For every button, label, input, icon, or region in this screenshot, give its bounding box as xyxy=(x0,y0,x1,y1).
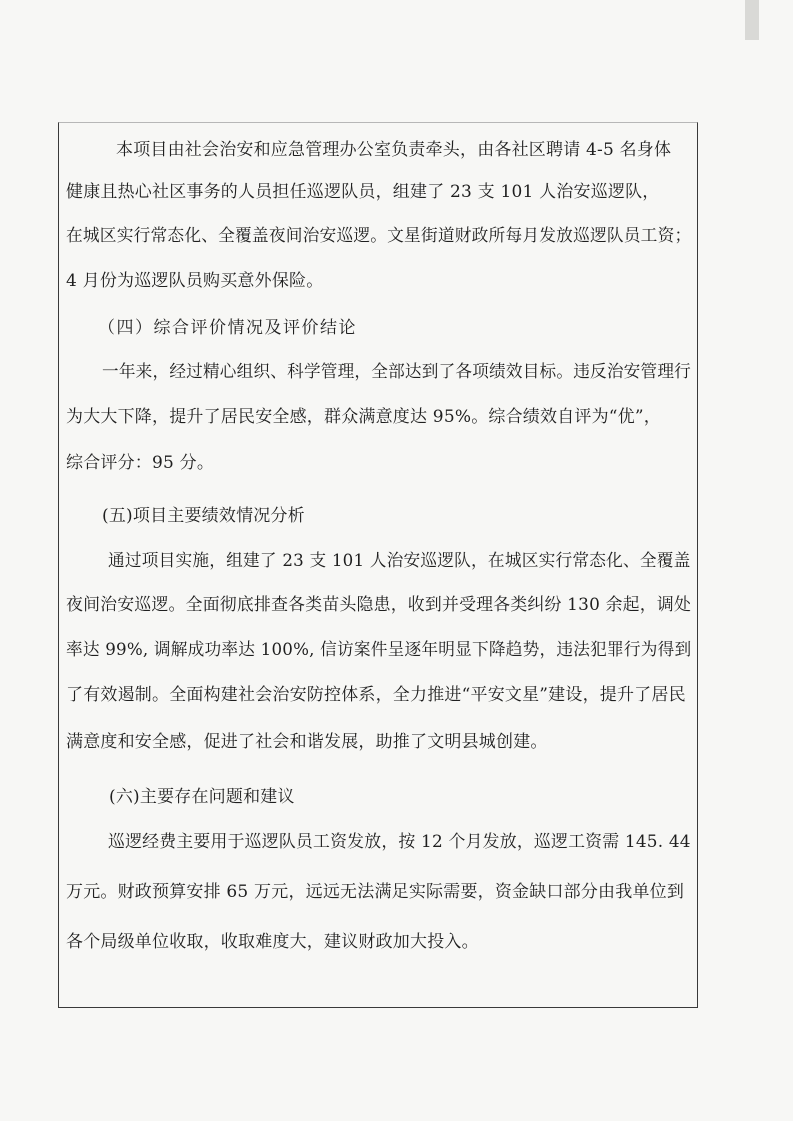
section-heading-6: (六)主要存在问题和建议 xyxy=(109,787,295,807)
section-heading-4: （四）综合评价情况及评价结论 xyxy=(98,318,357,338)
paragraph-line-3: 在城区实行常态化、全覆盖夜间治安巡逻。文星街道财政所每月发放巡逻队员工资； xyxy=(66,226,692,246)
paragraph-line-5: 一年来，经过精心组织、科学管理，全部达到了各项绩效目标。违反治安管理行 xyxy=(102,362,691,382)
paragraph-line-15: 各个局级单位收取，收取难度大，建议财政加大投入。 xyxy=(66,932,479,952)
section-heading-5: (五)项目主要绩效情况分析 xyxy=(102,506,305,526)
paragraph-line-13: 巡逻经费主要用于巡逻队员工资发放，按 12 个月发放，巡逻工资需 145. 44 xyxy=(108,832,691,852)
paragraph-line-2: 健康且热心社区事务的人员担任巡逻队员，组建了 23 支 101 人治安巡逻队， xyxy=(66,182,660,202)
paragraph-line-14: 万元。财政预算安排 65 万元，远远无法满足实际需要，资金缺口部分由我单位到 xyxy=(66,882,685,902)
paragraph-line-12: 满意度和安全感，促进了社会和谐发展，助推了文明县城创建。 xyxy=(66,732,548,752)
paragraph-line-10: 率达 99%, 调解成功率达 100%, 信访案件呈逐年明显下降趋势，违法犯罪行为得到 xyxy=(66,640,692,660)
paragraph-line-9: 夜间治安巡逻。全面彻底排查各类苗头隐患，收到并受理各类纠纷 130 余起，调处 xyxy=(66,595,692,615)
paragraph-line-1: 本项目由社会治安和应急管理办公室负责牵头，由各社区聘请 4-5 名身体 xyxy=(116,140,672,160)
paragraph-line-4: 4 月份为巡逻队员购买意外保险。 xyxy=(66,271,324,291)
paragraph-line-11: 了有效遏制。全面构建社会治安防控体系，全力推进“平安文星”建设，提升了居民 xyxy=(66,685,686,705)
paragraph-line-6: 为大大下降，提升了居民安全感，群众满意度达 95%。综合绩效自评为“优”， xyxy=(66,407,661,427)
scan-edge-mark xyxy=(745,0,759,40)
paragraph-line-7: 综合评分：95 分。 xyxy=(66,453,215,473)
paragraph-line-8: 通过项目实施，组建了 23 支 101 人治安巡逻队，在城区实行常态化、全覆盖 xyxy=(108,551,691,571)
